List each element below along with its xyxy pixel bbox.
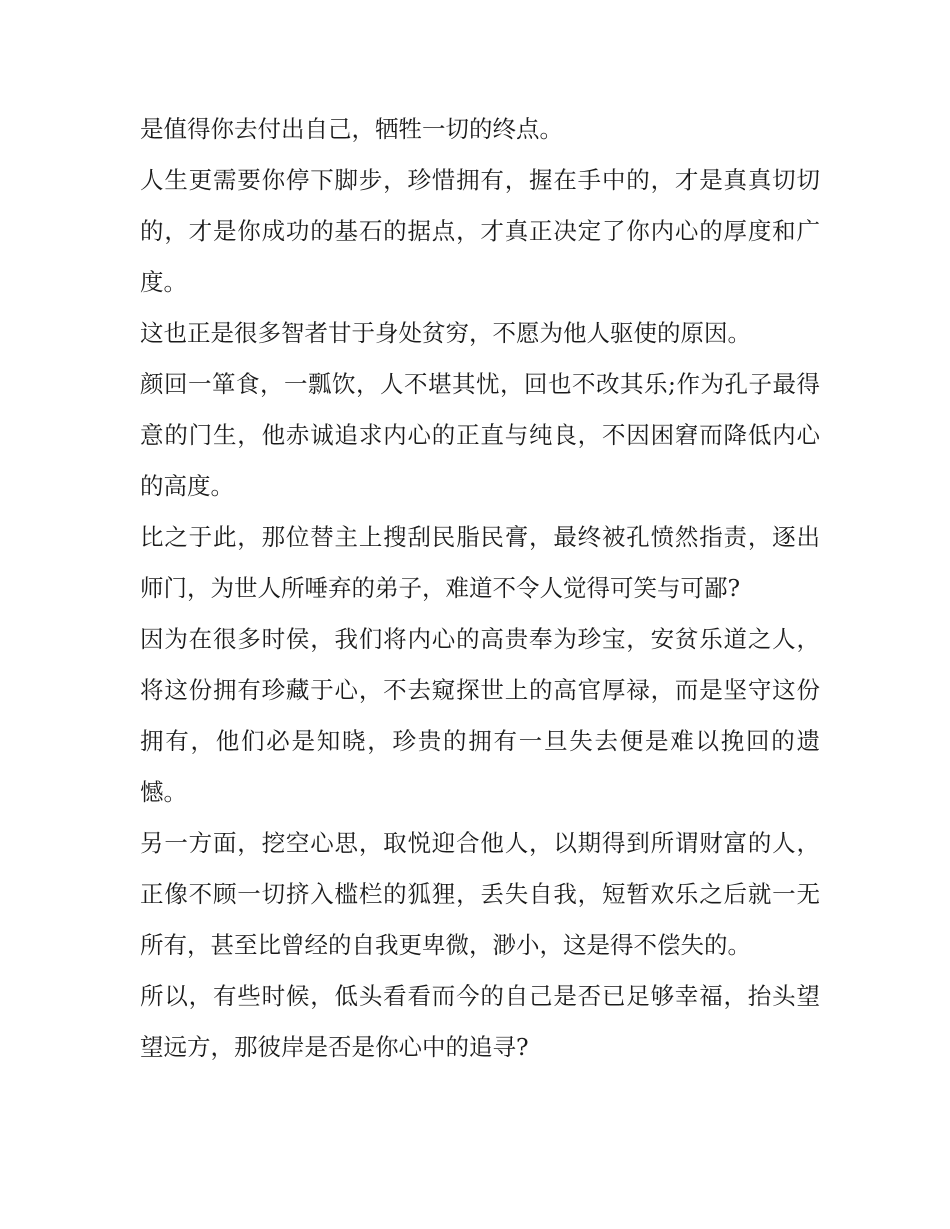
paragraph-7: 另一方面，挖空心思，取悦迎合他人，以期得到所谓财富的人，正像不顾一切挤入槛栏的狐狸，丢失自我，短暂欢乐之后就一无所有，甚至比曾经的自我更卑微，渺小，这是得不偿失的。 [140, 829, 820, 959]
paragraph-6: 因为在很多时侯，我们将内心的高贵奉为珍宝，安贫乐道之人，将这份拥有珍藏于心，不去窥探世上的高官厚禄，而是坚守这份拥有，他们必是知晓，珍贵的拥有一旦失去便是难以挽回的遗憾。 [140, 625, 820, 806]
paragraph-8: 所以，有些时候，低头看看而今的自己是否已足够幸福，抬头望望远方，那彼岸是否是你心中的追寻? [140, 982, 820, 1061]
paragraph-1: 是值得你去付出自己，牺牲一切的终点。 [140, 115, 563, 143]
paragraph-3: 这也正是很多智者甘于身处贫穷，不愿为他人驱使的原因。 [140, 319, 751, 347]
paragraph-4: 颜回一箪食，一瓢饮，人不堪其忧，回也不改其乐;作为孔子最得意的门生，他赤诚追求内心的正直与纯良，不因困窘而降低内心的高度。 [140, 370, 820, 500]
paragraph-2: 人生更需要你停下脚步，珍惜拥有，握在手中的，才是真真切切的，才是你成功的基石的据点，才真正决定了你内心的厚度和广度。 [140, 166, 820, 296]
essay-body [140, 104, 820, 1073]
paragraph-5: 比之于此，那位替主上搜刮民脂民膏，最终被孔愤然指责，逐出师门，为世人所唾弃的弟子，难道不令人觉得可笑与可鄙? [140, 523, 820, 602]
